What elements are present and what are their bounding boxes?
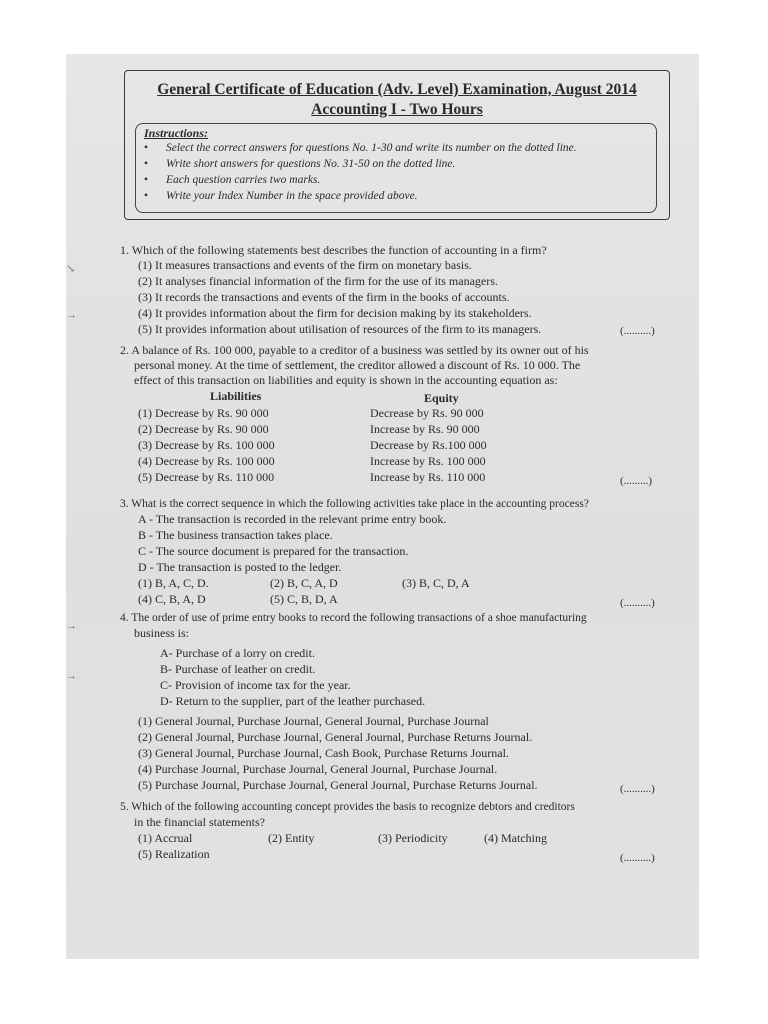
question-1-option: (3) It records the transactions and events of the firm in the books of accounts. bbox=[138, 290, 510, 304]
question-5-option: (3) Periodicity bbox=[378, 831, 448, 845]
question-4-option: (5) Purchase Journal, Purchase Journal, General Journal, Purchase Returns Journal. bbox=[138, 778, 538, 792]
answer-blank[interactable]: (..........) bbox=[620, 325, 655, 337]
question-3-item: D - The transaction is posted to the ledger. bbox=[138, 560, 342, 574]
question-3-option: (3) B, C, D, A bbox=[402, 576, 470, 590]
question-5-option: (1) Accrual bbox=[138, 831, 193, 845]
question-2-stem-line: 2. A balance of Rs. 100 000, payable to a creditor of a business was settled by its owner out of his bbox=[120, 343, 589, 357]
paper-subtitle: Accounting I - Two Hours bbox=[311, 101, 483, 118]
question-5-option: (5) Realization bbox=[138, 847, 210, 861]
question-2-option-liabilities: (5) Decrease by Rs. 110 000 bbox=[138, 470, 275, 484]
question-2-option-equity: Increase by Rs. 100 000 bbox=[370, 454, 486, 468]
instruction-text: Write short answers for questions No. 31-50 on the dotted line. bbox=[166, 158, 456, 170]
question-3-item: A - The transaction is recorded in the relevant prime entry book. bbox=[138, 512, 447, 526]
answer-blank[interactable]: (.........) bbox=[620, 475, 653, 487]
question-3-option: (4) C, B, A, D bbox=[138, 592, 206, 606]
question-2-option-equity: Decrease by Rs. 90 000 bbox=[370, 406, 484, 420]
question-4-stem-line: 4. The order of use of prime entry books to record the following transactions of a shoe manufacturing bbox=[120, 612, 587, 624]
answer-blank[interactable]: (..........) bbox=[620, 852, 655, 864]
question-3-option: (5) C, B, D, A bbox=[270, 592, 338, 606]
punch-mark-2: → bbox=[66, 309, 77, 321]
answer-blank[interactable]: (..........) bbox=[620, 597, 655, 609]
question-2-option-equity: Decrease by Rs.100 000 bbox=[370, 438, 487, 452]
exam-paper-page bbox=[66, 54, 699, 959]
question-5-stem-line: 5. Which of the following accounting concept provides the basis to recognize debtors and creditors bbox=[120, 801, 575, 813]
question-1-stem: 1. Which of the following statements best describes the function of accounting in a firm? bbox=[120, 243, 547, 257]
question-4-option: (2) General Journal, Purchase Journal, General Journal, Purchase Returns Journal. bbox=[138, 730, 533, 744]
instruction-item: • Select the correct answers for questions No. 1-30 and write its number on the dotted line. bbox=[144, 142, 577, 154]
question-4-option: (4) Purchase Journal, Purchase Journal, General Journal, Purchase Journal. bbox=[138, 762, 498, 776]
punch-mark-1: ↘ bbox=[66, 263, 76, 275]
question-4-item: C- Provision of income tax for the year. bbox=[160, 678, 351, 692]
question-2-option-equity: Increase by Rs. 90 000 bbox=[370, 422, 480, 436]
question-4-stem-line: business is: bbox=[134, 626, 190, 640]
question-3-item: B - The business transaction takes place. bbox=[138, 528, 333, 542]
question-4-item: B- Purchase of leather on credit. bbox=[160, 662, 316, 676]
instruction-text: Write your Index Number in the space provided above. bbox=[166, 190, 418, 202]
question-4-option: (3) General Journal, Purchase Journal, Cash Book, Purchase Returns Journal. bbox=[138, 746, 509, 760]
question-1-option: (2) It analyses financial information of the firm for the use of its managers. bbox=[138, 274, 498, 288]
question-1-option: (5) It provides information about utilisation of resources of the firm to its managers. bbox=[138, 322, 542, 336]
instruction-item: • Write short answers for questions No. 31-50 on the dotted line. bbox=[144, 158, 456, 170]
liabilities-column-heading: Liabilities bbox=[210, 389, 262, 403]
instructions-heading: Instructions: bbox=[144, 126, 209, 140]
question-5-stem-line: in the financial statements? bbox=[134, 815, 265, 829]
question-4-item: D- Return to the supplier, part of the leather purchased. bbox=[160, 694, 426, 708]
instruction-item: • Each question carries two marks. bbox=[144, 174, 321, 186]
question-2-stem-line: effect of this transaction on liabilities and equity is shown in the accounting equation as: bbox=[134, 373, 558, 387]
exam-header-box bbox=[124, 70, 670, 220]
question-1-option: (4) It provides information about the firm for decision making by its stakeholders. bbox=[138, 306, 532, 320]
question-5-option: (4) Matching bbox=[484, 831, 547, 845]
instruction-text: Each question carries two marks. bbox=[166, 174, 321, 186]
question-2-option-liabilities: (3) Decrease by Rs. 100 000 bbox=[138, 438, 275, 452]
question-4-option: (1) General Journal, Purchase Journal, General Journal, Purchase Journal bbox=[138, 714, 489, 728]
question-2-stem-line: personal money. At the time of settlement, the creditor allowed a discount of Rs. 10 000. The bbox=[134, 358, 581, 372]
answer-blank[interactable]: (..........) bbox=[620, 783, 655, 795]
question-5-option: (2) Entity bbox=[268, 831, 315, 845]
question-3-option: (1) B, A, C, D. bbox=[138, 576, 209, 590]
exam-title: General Certificate of Education (Adv. Level) Examination, August 2014 bbox=[157, 81, 637, 98]
instruction-item: • Write your Index Number in the space provided above. bbox=[144, 190, 418, 202]
punch-mark-4: → bbox=[66, 670, 77, 682]
question-2-option-liabilities: (4) Decrease by Rs. 100 000 bbox=[138, 454, 275, 468]
question-3-option: (2) B, C, A, D bbox=[270, 576, 338, 590]
equity-column-heading: Equity bbox=[424, 391, 459, 405]
instructions-box bbox=[135, 123, 657, 213]
question-4-item: A- Purchase of a lorry on credit. bbox=[160, 646, 315, 660]
instruction-text: Select the correct answers for questions No. 1-30 and write its number on the dotted line. bbox=[166, 142, 577, 154]
question-2-option-liabilities: (1) Decrease by Rs. 90 000 bbox=[138, 406, 269, 420]
punch-mark-3: → bbox=[66, 620, 77, 632]
question-3-item: C - The source document is prepared for the transaction. bbox=[138, 544, 409, 558]
question-2-option-liabilities: (2) Decrease by Rs. 90 000 bbox=[138, 422, 269, 436]
question-2-option-equity: Increase by Rs. 110 000 bbox=[370, 470, 486, 484]
question-3-stem: 3. What is the correct sequence in which the following activities take place in the accounting process? bbox=[120, 498, 589, 510]
question-1-option: (1) It measures transactions and events of the firm on monetary basis. bbox=[138, 258, 472, 272]
